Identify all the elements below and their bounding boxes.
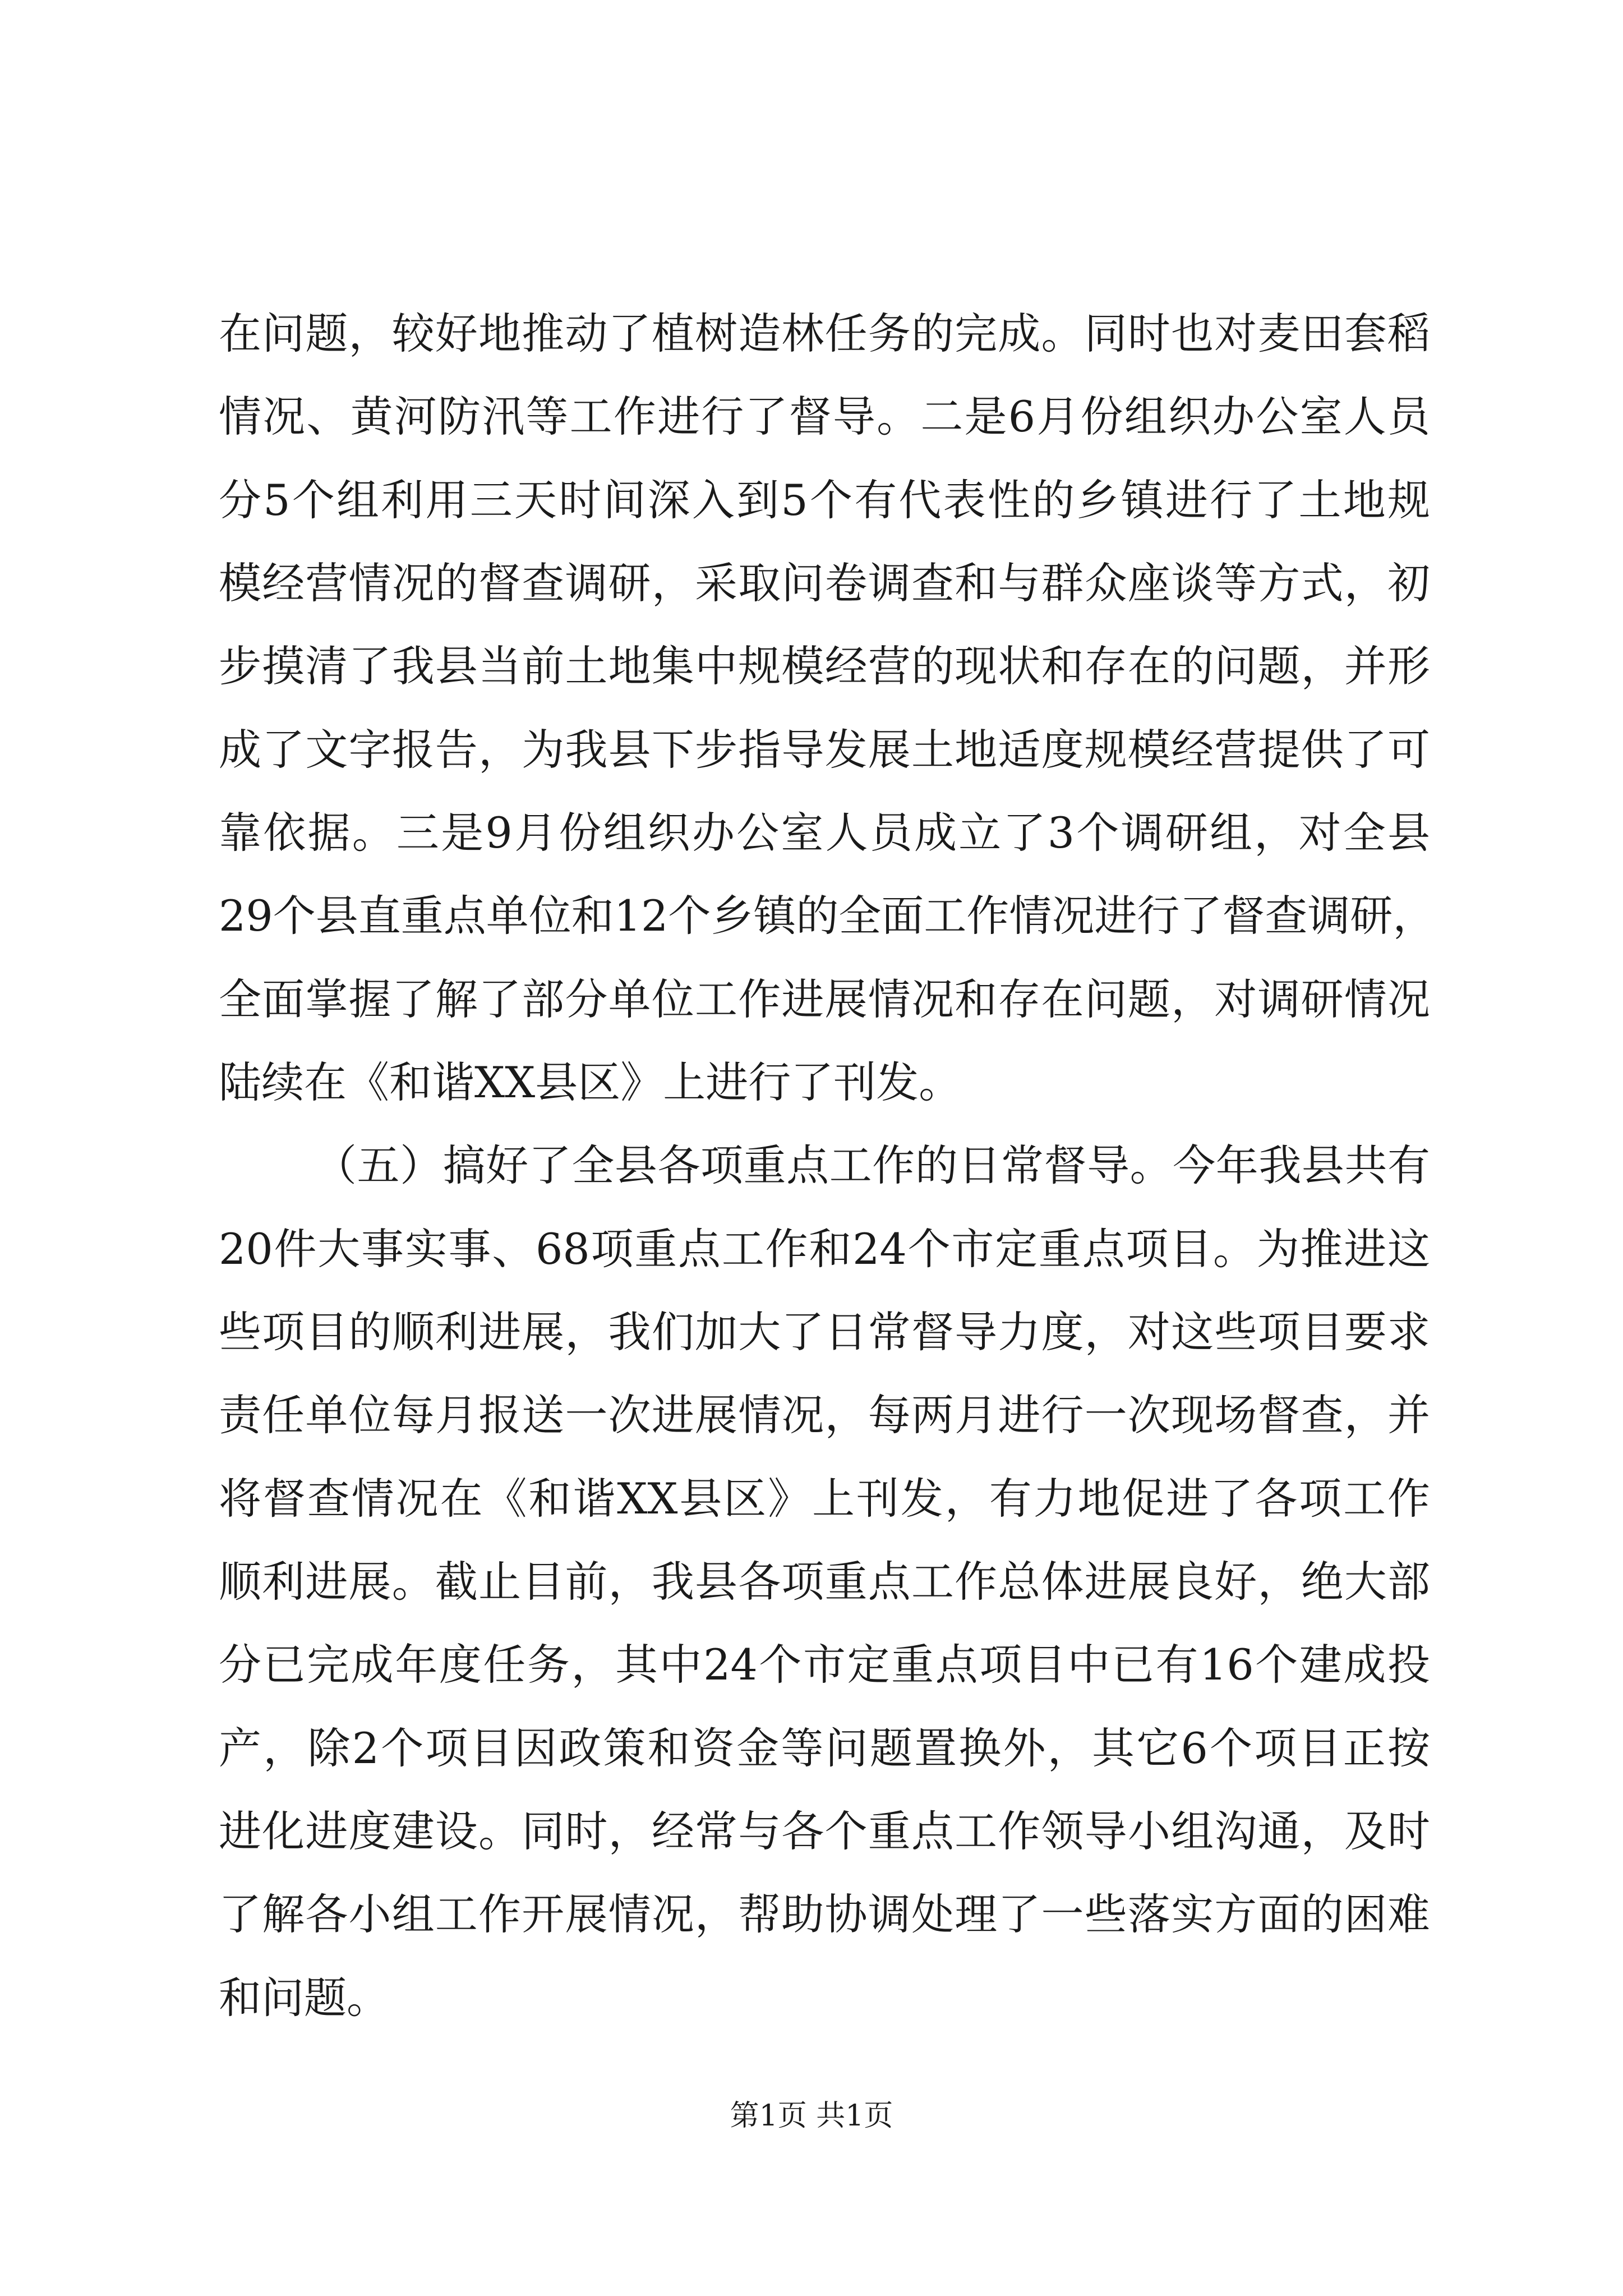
paragraph-line: 靠依据。三是9月份组织办公室人员成立了3个调研组，对全县 (219, 808, 1430, 858)
paragraph-line: 分5个组利用三天时间深入到5个有代表性的乡镇进行了土地规 (219, 475, 1430, 525)
paragraph-line: 陆续在《和谐XX县区》上进行了刊发。 (219, 1057, 962, 1107)
paragraph-line: 29个县直重点单位和12个乡镇的全面工作情况进行了督查调研， (219, 891, 1436, 941)
paragraph-line: 模经营情况的督查调研，采取问卷调查和与群众座谈等方式，初 (219, 558, 1430, 608)
paragraph-line: 产，除2个项目因政策和资金等问题置换外，其它6个项目正按 (219, 1723, 1430, 1773)
paragraph-line: 顺利进展。截止目前，我县各项重点工作总体进展良好，绝大部 (219, 1557, 1430, 1607)
section-heading-line: （五）搞好了全县各项重点工作的日常督导。今年我县共有 (314, 1140, 1430, 1190)
page-number-footer: 第1页 共1页 (730, 2099, 893, 2133)
paragraph-line: 和问题。 (219, 1973, 389, 2023)
paragraph-line: 在问题，较好地推动了植树造林任务的完成。同时也对麦田套稻 (219, 309, 1430, 358)
paragraph-line: 步摸清了我县当前土地集中规模经营的现状和存在的问题，并形 (219, 641, 1430, 691)
paragraph-line: 责任单位每月报送一次进展情况，每两月进行一次现场督查，并 (219, 1390, 1430, 1440)
paragraph-line: 20件大事实事、68项重点工作和24个市定重点项目。为推进这 (219, 1224, 1430, 1274)
paragraph-line: 情况、黄河防汛等工作进行了督导。二是6月份组织办公室人员 (219, 392, 1430, 441)
paragraph-line: 成了文字报告，为我县下步指导发展土地适度规模经营提供了可 (219, 725, 1430, 775)
paragraph-line: 了解各小组工作开展情况，帮助协调处理了一些落实方面的困难 (219, 1889, 1430, 1939)
paragraph-line: 分已完成年度任务，其中24个市定重点项目中已有16个建成投 (219, 1640, 1430, 1690)
paragraph-line: 进化进度建设。同时，经常与各个重点工作领导小组沟通，及时 (219, 1806, 1430, 1856)
paragraph-line: 些项目的顺利进展，我们加大了日常督导力度，对这些项目要求 (219, 1307, 1430, 1357)
paragraph-line: 全面掌握了解了部分单位工作进展情况和存在问题，对调研情况 (219, 974, 1430, 1024)
paragraph-line: 将督查情况在《和谐XX县区》上刊发，有力地促进了各项工作 (219, 1474, 1430, 1524)
